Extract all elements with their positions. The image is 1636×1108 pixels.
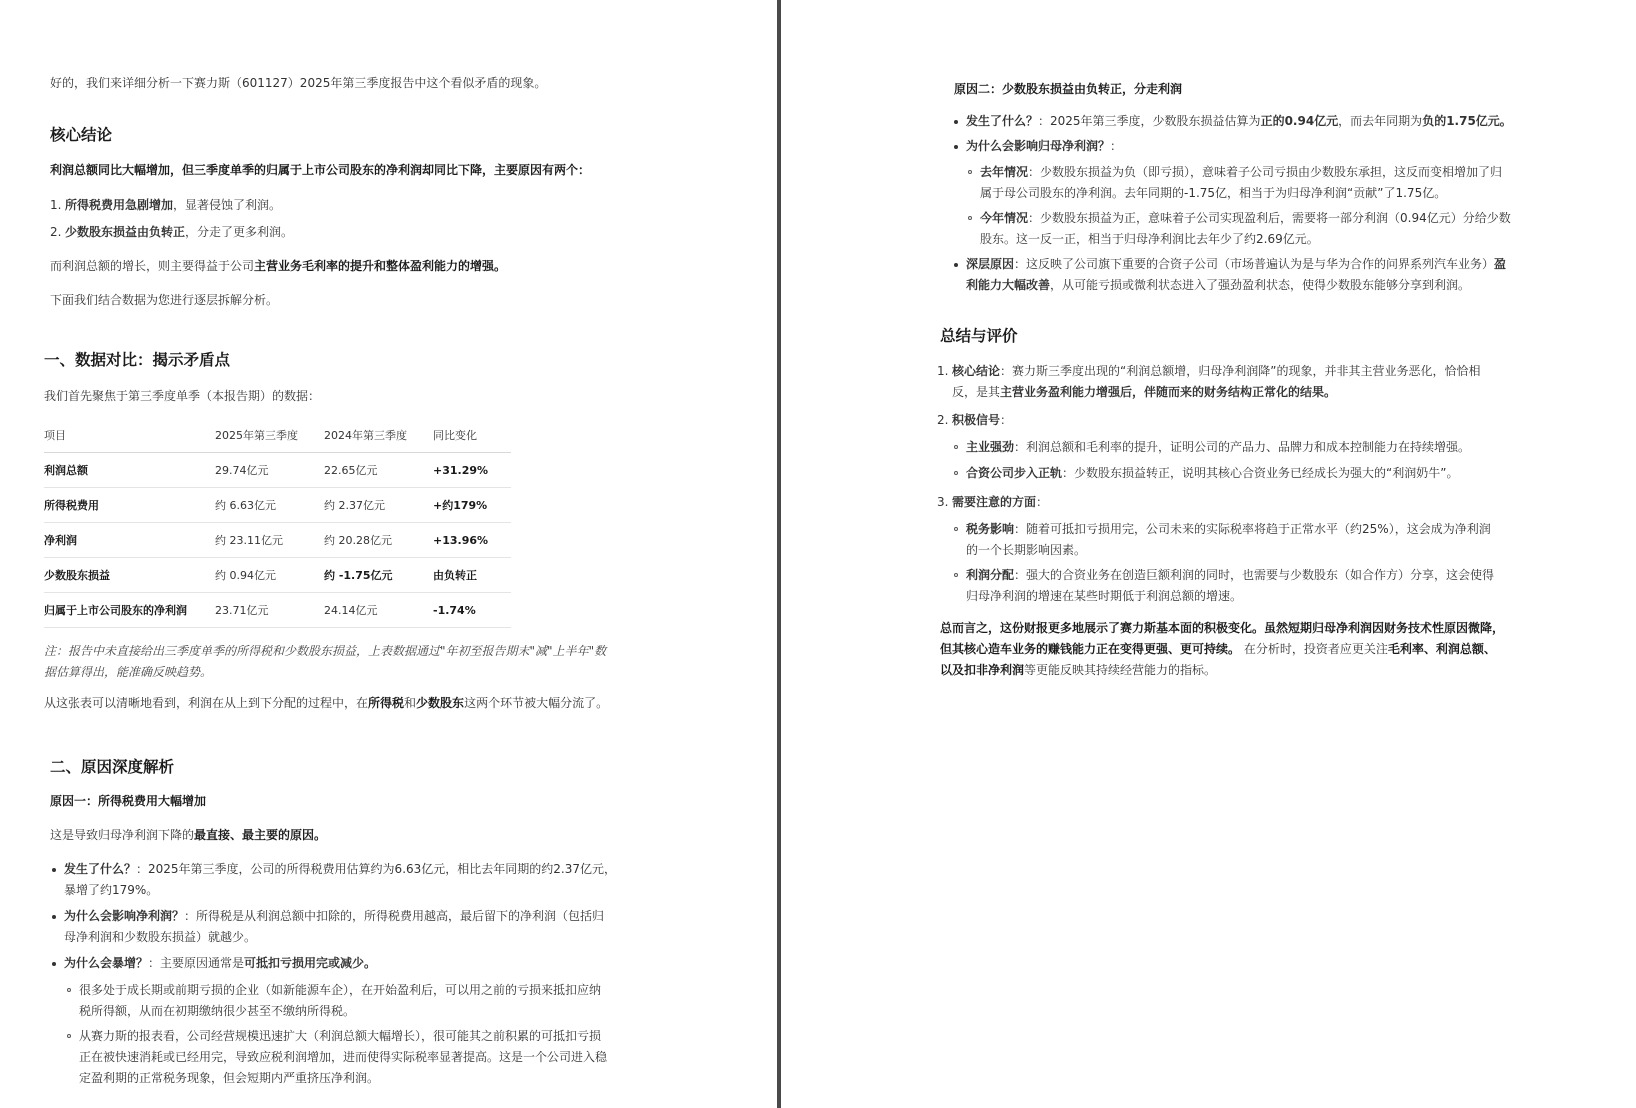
section-1-heading: 一、数据对比：揭示矛盾点 xyxy=(44,351,231,369)
page-divider xyxy=(777,0,781,1108)
table-cell: 利润总额 xyxy=(44,453,215,488)
table-cell: 约 -1.75亿元 xyxy=(324,558,433,593)
list-number: 1. xyxy=(50,198,62,212)
sub-bullet-line-1: 从赛力斯的报表看，公司经营规模迅速扩大（利润总额大幅增长），很可能其之前积累的可抵扣亏损 xyxy=(79,1029,602,1043)
summary-sub-main-business xyxy=(966,437,1470,458)
section-1-lead: 我们首先聚焦于第三季度单季（本报告期）的数据： xyxy=(44,389,321,403)
sub-bullet-line-2: 属于母公司股东的净利润。去年同期的-1.75亿，相当于为归母净利润“贡献”了1.75亿。 xyxy=(980,186,1447,200)
sub-bullet-text: ：利润总额和毛利率的提升，证明公司的产品力、品牌力和成本控制能力在持续增强。 xyxy=(1014,440,1471,454)
table-note xyxy=(44,641,606,683)
final-bold-4: 以及扣非净利润 xyxy=(940,663,1025,677)
reason-item-1 xyxy=(50,195,282,216)
bullet-text: ：2025年第三季度，少数股东损益估算为 xyxy=(1038,114,1261,128)
summary-heading: 总结与评价 xyxy=(940,327,1018,345)
bullet-bold-3: 利能力大幅改善 xyxy=(966,278,1051,292)
bullet-bold: 为什么会影响净利润？ xyxy=(64,909,185,923)
sub-bullet-line-1: 很多处于成长期或前期亏损的企业（如新能源车企），在开始盈利后，可以用之前的亏损来抵扣应纳 xyxy=(79,983,602,997)
flow-paragraph xyxy=(44,693,608,714)
table-cell: 少数股东损益 xyxy=(44,558,215,593)
reason-1-sub-bullet-1 xyxy=(79,980,601,1022)
bullet-bold-2: 可抵扣亏损用完或减少。 xyxy=(244,956,377,970)
table-header-cell: 2025年第三季度 xyxy=(215,418,324,453)
sub-bullet-bold: 合资公司步入正轨 xyxy=(966,466,1063,480)
table-cell: 约 23.11亿元 xyxy=(215,523,324,558)
table-header-row xyxy=(44,418,511,453)
bullet-bold: 为什么会暴增？ xyxy=(64,956,149,970)
core-conclusion-heading: 核心结论 xyxy=(50,126,113,144)
sub-bullet-text: ：少数股东损益转正，说明其核心合资业务已经成长为强大的“利润奶牛”。 xyxy=(1062,466,1459,480)
final-paragraph xyxy=(940,618,1504,681)
item-text: ： xyxy=(1036,495,1049,509)
bullet-text: ： xyxy=(1110,139,1123,153)
bullet-text-line-2: 母净利润和少数股东损益）就越少。 xyxy=(64,930,257,944)
sub-bullet-line-2: 正在被快速消耗或已经用完，导致应税利润增加，进而使得实际税率显著提高。这是一个公司进入稳 xyxy=(79,1050,608,1064)
reason-item-2 xyxy=(50,222,294,243)
bullet-bold: 深层原因 xyxy=(966,257,1015,271)
item-bold: 核心结论 xyxy=(952,364,1001,378)
table-header-cell: 项目 xyxy=(44,418,215,453)
table-cell: 约 0.94亿元 xyxy=(215,558,324,593)
table-row xyxy=(44,488,511,523)
sub-bullet-line-2: 税所得额，从而在初期缴纳很少甚至不缴纳所得税。 xyxy=(79,1004,356,1018)
reason-2-bullet-deep xyxy=(966,254,1506,296)
reason-1-lead xyxy=(50,825,326,846)
reason-1-bullet-why xyxy=(64,906,604,948)
reason-1-sub-bullet-2 xyxy=(79,1026,607,1089)
summary-item-1 xyxy=(937,361,1481,403)
final-bold-3: 毛利率、利润总额、 xyxy=(1387,642,1496,656)
bullet-text-2: ，从可能亏损或微利状态进入了强劲盈利状态，使得少数股东能够分享到利润。 xyxy=(1050,278,1471,292)
flow-post: 这两个环节被大幅分流了。 xyxy=(464,696,609,710)
core-conclusion-lead xyxy=(50,160,590,181)
growth-paragraph xyxy=(50,256,506,277)
reason-bold: 少数股东损益由负转正 xyxy=(65,225,186,239)
bullet-bold: 为什么会影响归母净利润？ xyxy=(966,139,1111,153)
sub-bullet-text: ：少数股东损益为负（即亏损），意味着子公司亏损由少数股东承担，这反而变相增加了归 xyxy=(1028,165,1503,179)
flow-bold-2: 少数股东 xyxy=(416,696,465,710)
sub-bullet-bold: 税务影响 xyxy=(966,522,1015,536)
data-table xyxy=(44,418,511,628)
table-row xyxy=(44,593,511,628)
reason-1-lead-pre: 这是导致归母净利润下降的 xyxy=(50,828,195,842)
table-cell: 24.14亿元 xyxy=(324,593,433,628)
summary-sub-tax xyxy=(966,519,1491,561)
reason-rest: ，显著侵蚀了利润。 xyxy=(173,198,282,212)
final-text-2: 等更能反映其持续经营能力的指标。 xyxy=(1024,663,1217,677)
final-bold-1: 总而言之，这份财报更多地展示了赛力斯基本面的积极变化。虽然短期归母净利润因财务技术性原因微降， xyxy=(940,621,1505,635)
summary-item-3 xyxy=(937,492,1049,513)
reason-2-sub-bullet-last-year xyxy=(980,162,1502,204)
flow-bold-1: 所得税 xyxy=(368,696,405,710)
bullet-bold: 发生了什么？ xyxy=(966,114,1039,128)
reason-1-bullet-surge xyxy=(64,953,376,974)
bullet-bold-3: 负的1.75亿元。 xyxy=(1422,114,1512,128)
flow-mid: 和 xyxy=(404,696,417,710)
reason-2-bullet-what xyxy=(966,111,1512,132)
table-note-line-1: 注：报告中未直接给出三季度单季的所得税和少数股东损益，上表数据通过"年初至报告期末"减"上半年"数 xyxy=(44,644,607,658)
table-note-line-2: 据估算得出，能准确反映趋势。 xyxy=(44,665,213,679)
reason-bold: 所得税费用急剧增加 xyxy=(65,198,174,212)
list-number: 2. xyxy=(50,225,62,239)
table-cell: +31.29% xyxy=(433,453,511,488)
summary-item-2 xyxy=(937,410,1013,431)
table-row xyxy=(44,523,511,558)
item-bold-2: 主营业务盈利能力增强后，伴随而来的财务结构正常化的结果。 xyxy=(1000,385,1337,399)
list-number: 1. xyxy=(937,364,949,378)
table-cell: 约 2.37亿元 xyxy=(324,488,433,523)
table-header-cell: 同比变化 xyxy=(433,418,511,453)
section-2-heading: 二、原因深度解析 xyxy=(50,758,175,776)
sub-bullet-bold: 去年情况 xyxy=(980,165,1029,179)
bullet-text: ：主要原因通常是 xyxy=(148,956,245,970)
bullet-text: ：这反映了公司旗下重要的合资子公司（市场普遍认为是与华为合作的问界系列汽车业务） xyxy=(1014,257,1495,271)
reason-rest: ，分走了更多利润。 xyxy=(185,225,294,239)
table-cell: 约 6.63亿元 xyxy=(215,488,324,523)
table-cell: 29.74亿元 xyxy=(215,453,324,488)
flow-pre: 从这张表可以清晰地看到，利润在从上到下分配的过程中，在 xyxy=(44,696,369,710)
right-page xyxy=(782,0,1636,1108)
growth-pre: 而利润总额的增长，则主要得益于公司 xyxy=(50,259,255,273)
table-cell: +13.96% xyxy=(433,523,511,558)
list-number: 3. xyxy=(937,495,949,509)
table-cell: 归属于上市公司股东的净利润 xyxy=(44,593,215,628)
item-text: ： xyxy=(1000,413,1013,427)
bullet-bold-2: 正的0.94亿元 xyxy=(1260,114,1339,128)
table-cell: 约 20.28亿元 xyxy=(324,523,433,558)
bullet-bold-2: 盈 xyxy=(1494,257,1507,271)
bullet-text: ：2025年第三季度，公司的所得税费用估算约为6.63亿元，相比去年同期的约2.37亿元， xyxy=(136,862,616,876)
sub-bullet-bold: 今年情况 xyxy=(980,211,1029,225)
growth-bold: 主营业务毛利率的提升和整体盈利能力的增强。 xyxy=(254,259,507,273)
sub-bullet-line-2: 的一个长期影响因素。 xyxy=(966,543,1087,557)
item-text: ：赛力斯三季度出现的“利润总额增，归母净利润降”的现象，并非其主营业务恶化，恰恰相 xyxy=(1000,364,1481,378)
table-cell: 所得税费用 xyxy=(44,488,215,523)
bullet-text: ：所得税是从利润总额中扣除的，所得税费用越高，最后留下的净利润（包括归 xyxy=(184,909,605,923)
sub-bullet-bold: 主业强劲 xyxy=(966,440,1015,454)
bullet-text-line-2: 暴增了约179%。 xyxy=(64,883,159,897)
table-row xyxy=(44,558,511,593)
left-page xyxy=(0,0,777,1108)
reason-2-heading: 原因二：少数股东损益由负转正，分走利润 xyxy=(954,82,1183,96)
table-cell: 23.71亿元 xyxy=(215,593,324,628)
item-bold: 需要注意的方面 xyxy=(952,495,1037,509)
reason-2-sub-bullet-this-year xyxy=(980,208,1511,250)
sub-bullet-line-2: 股东。这一反一正，相当于归母净利润比去年少了约2.69亿元。 xyxy=(980,232,1319,246)
table-cell: +约179% xyxy=(433,488,511,523)
table-cell: -1.74% xyxy=(433,593,511,628)
table-cell: 由负转正 xyxy=(433,558,511,593)
final-text: 在分析时，投资者应更关注 xyxy=(1240,642,1388,656)
final-bold-2: 但其核心造车业务的赚钱能力正在变得更强、更可持续。 xyxy=(940,642,1241,656)
sub-bullet-text: ：强大的合资业务在创造巨额利润的同时，也需要与少数股东（如合作方）分享，这会使得 xyxy=(1014,568,1495,582)
bullet-text-2: ，而去年同期为 xyxy=(1338,114,1423,128)
reason-2-bullet-why xyxy=(966,136,1122,157)
breakdown-paragraph: 下面我们结合数据为您进行逐层拆解分析。 xyxy=(50,293,279,307)
table-row xyxy=(44,453,511,488)
sub-bullet-line-3: 定盈利期的正常税务现象，但会短期内严重挤压净利润。 xyxy=(79,1071,380,1085)
sub-bullet-bold: 利润分配 xyxy=(966,568,1015,582)
sub-bullet-text: ：少数股东损益为正，意味着子公司实现盈利后，需要将一部分利润（0.94亿元）分给少数 xyxy=(1028,211,1511,225)
summary-sub-joint-venture xyxy=(966,463,1458,484)
sub-bullet-text: ：随着可抵扣亏损用完，公司未来的实际税率将趋于正常水平（约25%），这会成为净利润 xyxy=(1014,522,1491,536)
bullet-bold: 发生了什么？ xyxy=(64,862,137,876)
summary-sub-profit-distribution xyxy=(966,565,1494,607)
reason-1-lead-bold: 最直接、最主要的原因。 xyxy=(194,828,327,842)
intro-text: 好的，我们来详细分析一下赛力斯（601127）2025年第三季度报告中这个看似矛盾的现象。 xyxy=(50,76,547,90)
reason-1-heading: 原因一：所得税费用大幅增加 xyxy=(50,794,207,808)
table-header-cell: 2024年第三季度 xyxy=(324,418,433,453)
core-lead-text: 利润总额同比大幅增加，但三季度单季的归属于上市公司股东的净利润却同比下降，主要原因有两个： xyxy=(50,163,591,177)
list-number: 2. xyxy=(937,413,949,427)
table-cell: 净利润 xyxy=(44,523,215,558)
reason-1-bullet-what xyxy=(64,859,616,901)
item-text-2: 反，是其 xyxy=(952,385,1001,399)
item-bold: 积极信号 xyxy=(952,413,1001,427)
sub-bullet-line-2: 归母净利润的增速在某些时期低于利润总额的增速。 xyxy=(966,589,1243,603)
table-cell: 22.65亿元 xyxy=(324,453,433,488)
